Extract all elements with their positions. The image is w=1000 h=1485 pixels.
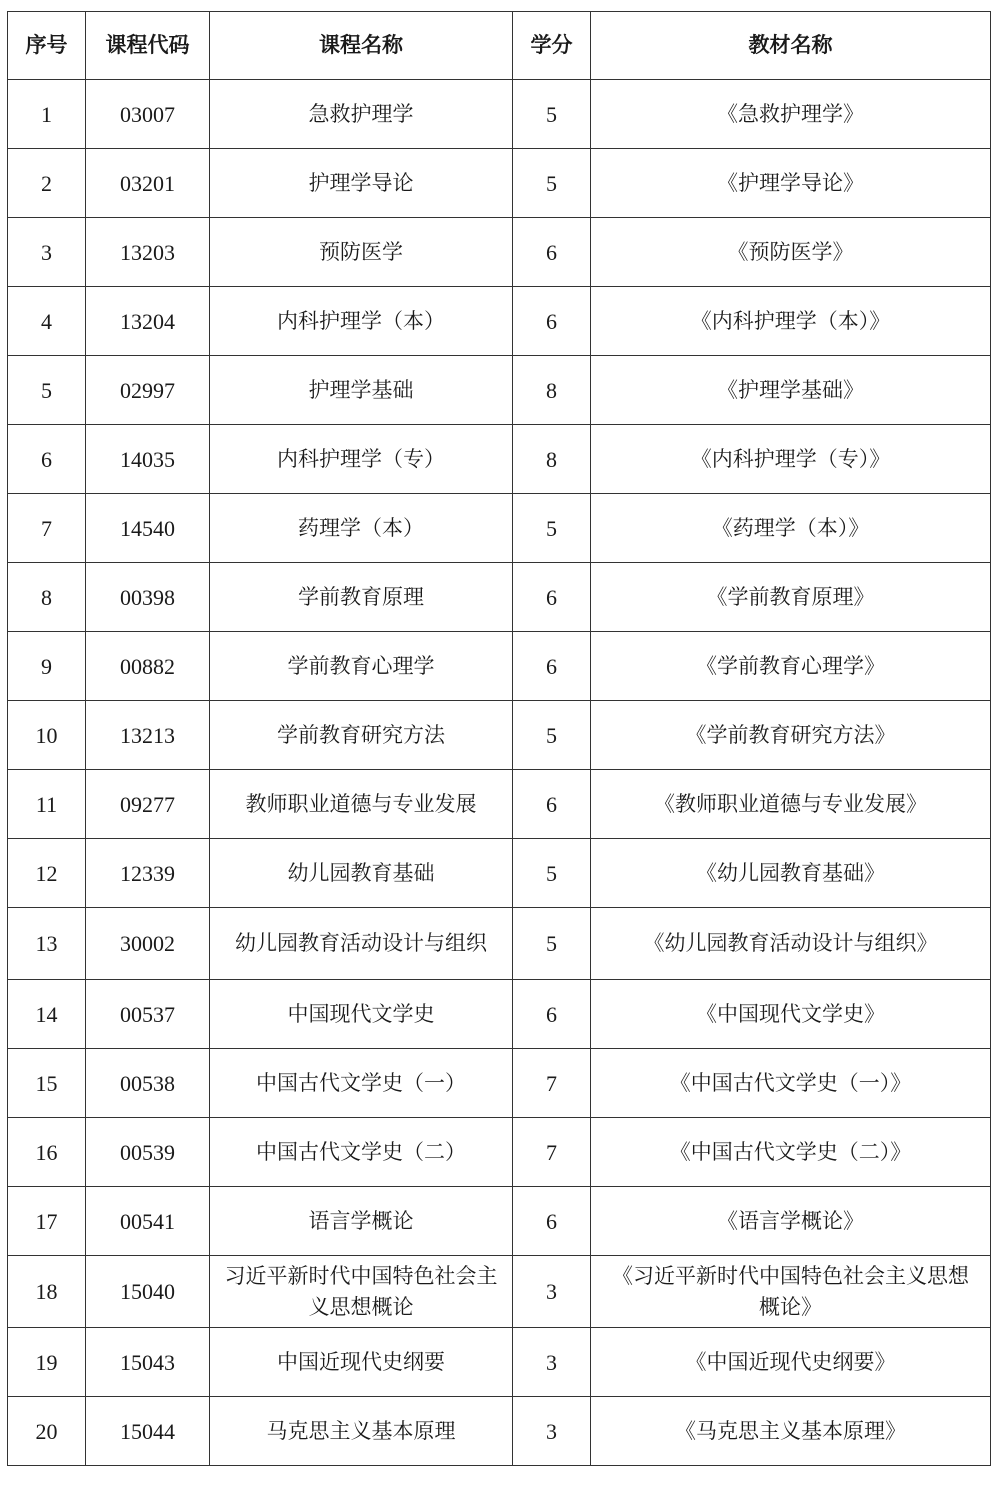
cell-textbook-name: 《中国古代文学史（二）》 — [591, 1118, 991, 1187]
cell-course-code: 02997 — [86, 356, 210, 425]
cell-textbook-name: 《急救护理学》 — [591, 80, 991, 149]
cell-course-name: 马克思主义基本原理 — [210, 1397, 513, 1466]
table-row — [8, 770, 991, 839]
cell-textbook-name: 《习近平新时代中国特色社会主义思想概论》 — [591, 1256, 991, 1328]
table-row — [8, 839, 991, 908]
header-index: 序号 — [8, 12, 86, 80]
cell-index: 4 — [8, 287, 86, 356]
table-row — [8, 218, 991, 287]
cell-credits: 8 — [513, 356, 591, 425]
cell-course-code: 00539 — [86, 1118, 210, 1187]
cell-course-code: 15043 — [86, 1328, 210, 1397]
cell-credits: 6 — [513, 287, 591, 356]
cell-textbook-name: 《学前教育研究方法》 — [591, 701, 991, 770]
cell-credits: 3 — [513, 1328, 591, 1397]
cell-index: 7 — [8, 494, 86, 563]
cell-index: 10 — [8, 701, 86, 770]
cell-credits: 7 — [513, 1118, 591, 1187]
cell-textbook-name: 《中国古代文学史（一）》 — [591, 1049, 991, 1118]
cell-credits: 6 — [513, 563, 591, 632]
table-row — [8, 1118, 991, 1187]
cell-textbook-name: 《教师职业道德与专业发展》 — [591, 770, 991, 839]
cell-textbook-name: 《中国现代文学史》 — [591, 980, 991, 1049]
cell-course-code: 03007 — [86, 80, 210, 149]
cell-credits: 5 — [513, 701, 591, 770]
table-row — [8, 563, 991, 632]
course-table-container — [7, 11, 990, 1466]
cell-course-code: 13203 — [86, 218, 210, 287]
cell-course-name: 幼儿园教育基础 — [210, 839, 513, 908]
table-row — [8, 494, 991, 563]
table-row — [8, 1397, 991, 1466]
table-row — [8, 149, 991, 218]
cell-credits: 7 — [513, 1049, 591, 1118]
cell-credits: 5 — [513, 908, 591, 980]
cell-course-name: 预防医学 — [210, 218, 513, 287]
cell-course-name: 教师职业道德与专业发展 — [210, 770, 513, 839]
cell-course-code: 13213 — [86, 701, 210, 770]
cell-index: 5 — [8, 356, 86, 425]
cell-textbook-name: 《幼儿园教育基础》 — [591, 839, 991, 908]
cell-textbook-name: 《马克思主义基本原理》 — [591, 1397, 991, 1466]
table-row — [8, 908, 991, 980]
cell-course-code: 15040 — [86, 1256, 210, 1328]
cell-course-code: 00537 — [86, 980, 210, 1049]
cell-course-name: 内科护理学（本） — [210, 287, 513, 356]
cell-credits: 5 — [513, 494, 591, 563]
cell-course-code: 00398 — [86, 563, 210, 632]
cell-credits: 3 — [513, 1256, 591, 1328]
cell-course-name: 药理学（本） — [210, 494, 513, 563]
table-row — [8, 1049, 991, 1118]
cell-index: 8 — [8, 563, 86, 632]
table-row — [8, 425, 991, 494]
cell-course-name: 中国古代文学史（一） — [210, 1049, 513, 1118]
cell-course-code: 13204 — [86, 287, 210, 356]
cell-textbook-name: 《语言学概论》 — [591, 1187, 991, 1256]
cell-credits: 5 — [513, 149, 591, 218]
cell-textbook-name: 《学前教育原理》 — [591, 563, 991, 632]
cell-course-name: 习近平新时代中国特色社会主义思想概论 — [210, 1256, 513, 1328]
cell-index: 14 — [8, 980, 86, 1049]
table-row — [8, 356, 991, 425]
header-textbook-name: 教材名称 — [591, 12, 991, 80]
cell-index: 6 — [8, 425, 86, 494]
cell-course-name: 学前教育原理 — [210, 563, 513, 632]
cell-course-name: 急救护理学 — [210, 80, 513, 149]
cell-course-name: 中国古代文学史（二） — [210, 1118, 513, 1187]
cell-course-name: 中国现代文学史 — [210, 980, 513, 1049]
table-row — [8, 1328, 991, 1397]
cell-index: 2 — [8, 149, 86, 218]
table-row — [8, 980, 991, 1049]
table-row — [8, 287, 991, 356]
cell-index: 3 — [8, 218, 86, 287]
cell-course-code: 09277 — [86, 770, 210, 839]
course-textbook-table — [7, 11, 991, 1466]
cell-index: 17 — [8, 1187, 86, 1256]
cell-index: 9 — [8, 632, 86, 701]
table-header-row — [8, 12, 991, 80]
cell-index: 18 — [8, 1256, 86, 1328]
cell-course-code: 03201 — [86, 149, 210, 218]
cell-course-name: 幼儿园教育活动设计与组织 — [210, 908, 513, 980]
cell-course-code: 00538 — [86, 1049, 210, 1118]
cell-textbook-name: 《内科护理学（专）》 — [591, 425, 991, 494]
cell-textbook-name: 《药理学（本）》 — [591, 494, 991, 563]
cell-course-code: 00882 — [86, 632, 210, 701]
cell-index: 15 — [8, 1049, 86, 1118]
cell-index: 1 — [8, 80, 86, 149]
header-course-code: 课程代码 — [86, 12, 210, 80]
cell-course-code: 14540 — [86, 494, 210, 563]
header-credits: 学分 — [513, 12, 591, 80]
cell-textbook-name: 《内科护理学（本）》 — [591, 287, 991, 356]
cell-credits: 6 — [513, 980, 591, 1049]
cell-credits: 6 — [513, 218, 591, 287]
cell-index: 20 — [8, 1397, 86, 1466]
cell-textbook-name: 《中国近现代史纲要》 — [591, 1328, 991, 1397]
cell-credits: 6 — [513, 632, 591, 701]
cell-textbook-name: 《学前教育心理学》 — [591, 632, 991, 701]
cell-credits: 6 — [513, 770, 591, 839]
table-row — [8, 1256, 991, 1328]
cell-course-name: 学前教育研究方法 — [210, 701, 513, 770]
cell-course-code: 15044 — [86, 1397, 210, 1466]
cell-course-code: 14035 — [86, 425, 210, 494]
table-row — [8, 632, 991, 701]
cell-textbook-name: 《幼儿园教育活动设计与组织》 — [591, 908, 991, 980]
cell-course-name: 语言学概论 — [210, 1187, 513, 1256]
cell-course-name: 护理学基础 — [210, 356, 513, 425]
cell-credits: 8 — [513, 425, 591, 494]
cell-textbook-name: 《预防医学》 — [591, 218, 991, 287]
cell-course-name: 学前教育心理学 — [210, 632, 513, 701]
cell-index: 11 — [8, 770, 86, 839]
cell-credits: 6 — [513, 1187, 591, 1256]
cell-credits: 5 — [513, 839, 591, 908]
table-row — [8, 1187, 991, 1256]
cell-course-code: 30002 — [86, 908, 210, 980]
cell-credits: 5 — [513, 80, 591, 149]
cell-index: 12 — [8, 839, 86, 908]
cell-course-code: 12339 — [86, 839, 210, 908]
table-row — [8, 701, 991, 770]
cell-textbook-name: 《护理学导论》 — [591, 149, 991, 218]
cell-course-code: 00541 — [86, 1187, 210, 1256]
cell-course-name: 护理学导论 — [210, 149, 513, 218]
cell-credits: 3 — [513, 1397, 591, 1466]
cell-index: 16 — [8, 1118, 86, 1187]
cell-index: 13 — [8, 908, 86, 980]
cell-course-name: 中国近现代史纲要 — [210, 1328, 513, 1397]
table-row — [8, 80, 991, 149]
cell-textbook-name: 《护理学基础》 — [591, 356, 991, 425]
cell-course-name: 内科护理学（专） — [210, 425, 513, 494]
cell-index: 19 — [8, 1328, 86, 1397]
header-course-name: 课程名称 — [210, 12, 513, 80]
